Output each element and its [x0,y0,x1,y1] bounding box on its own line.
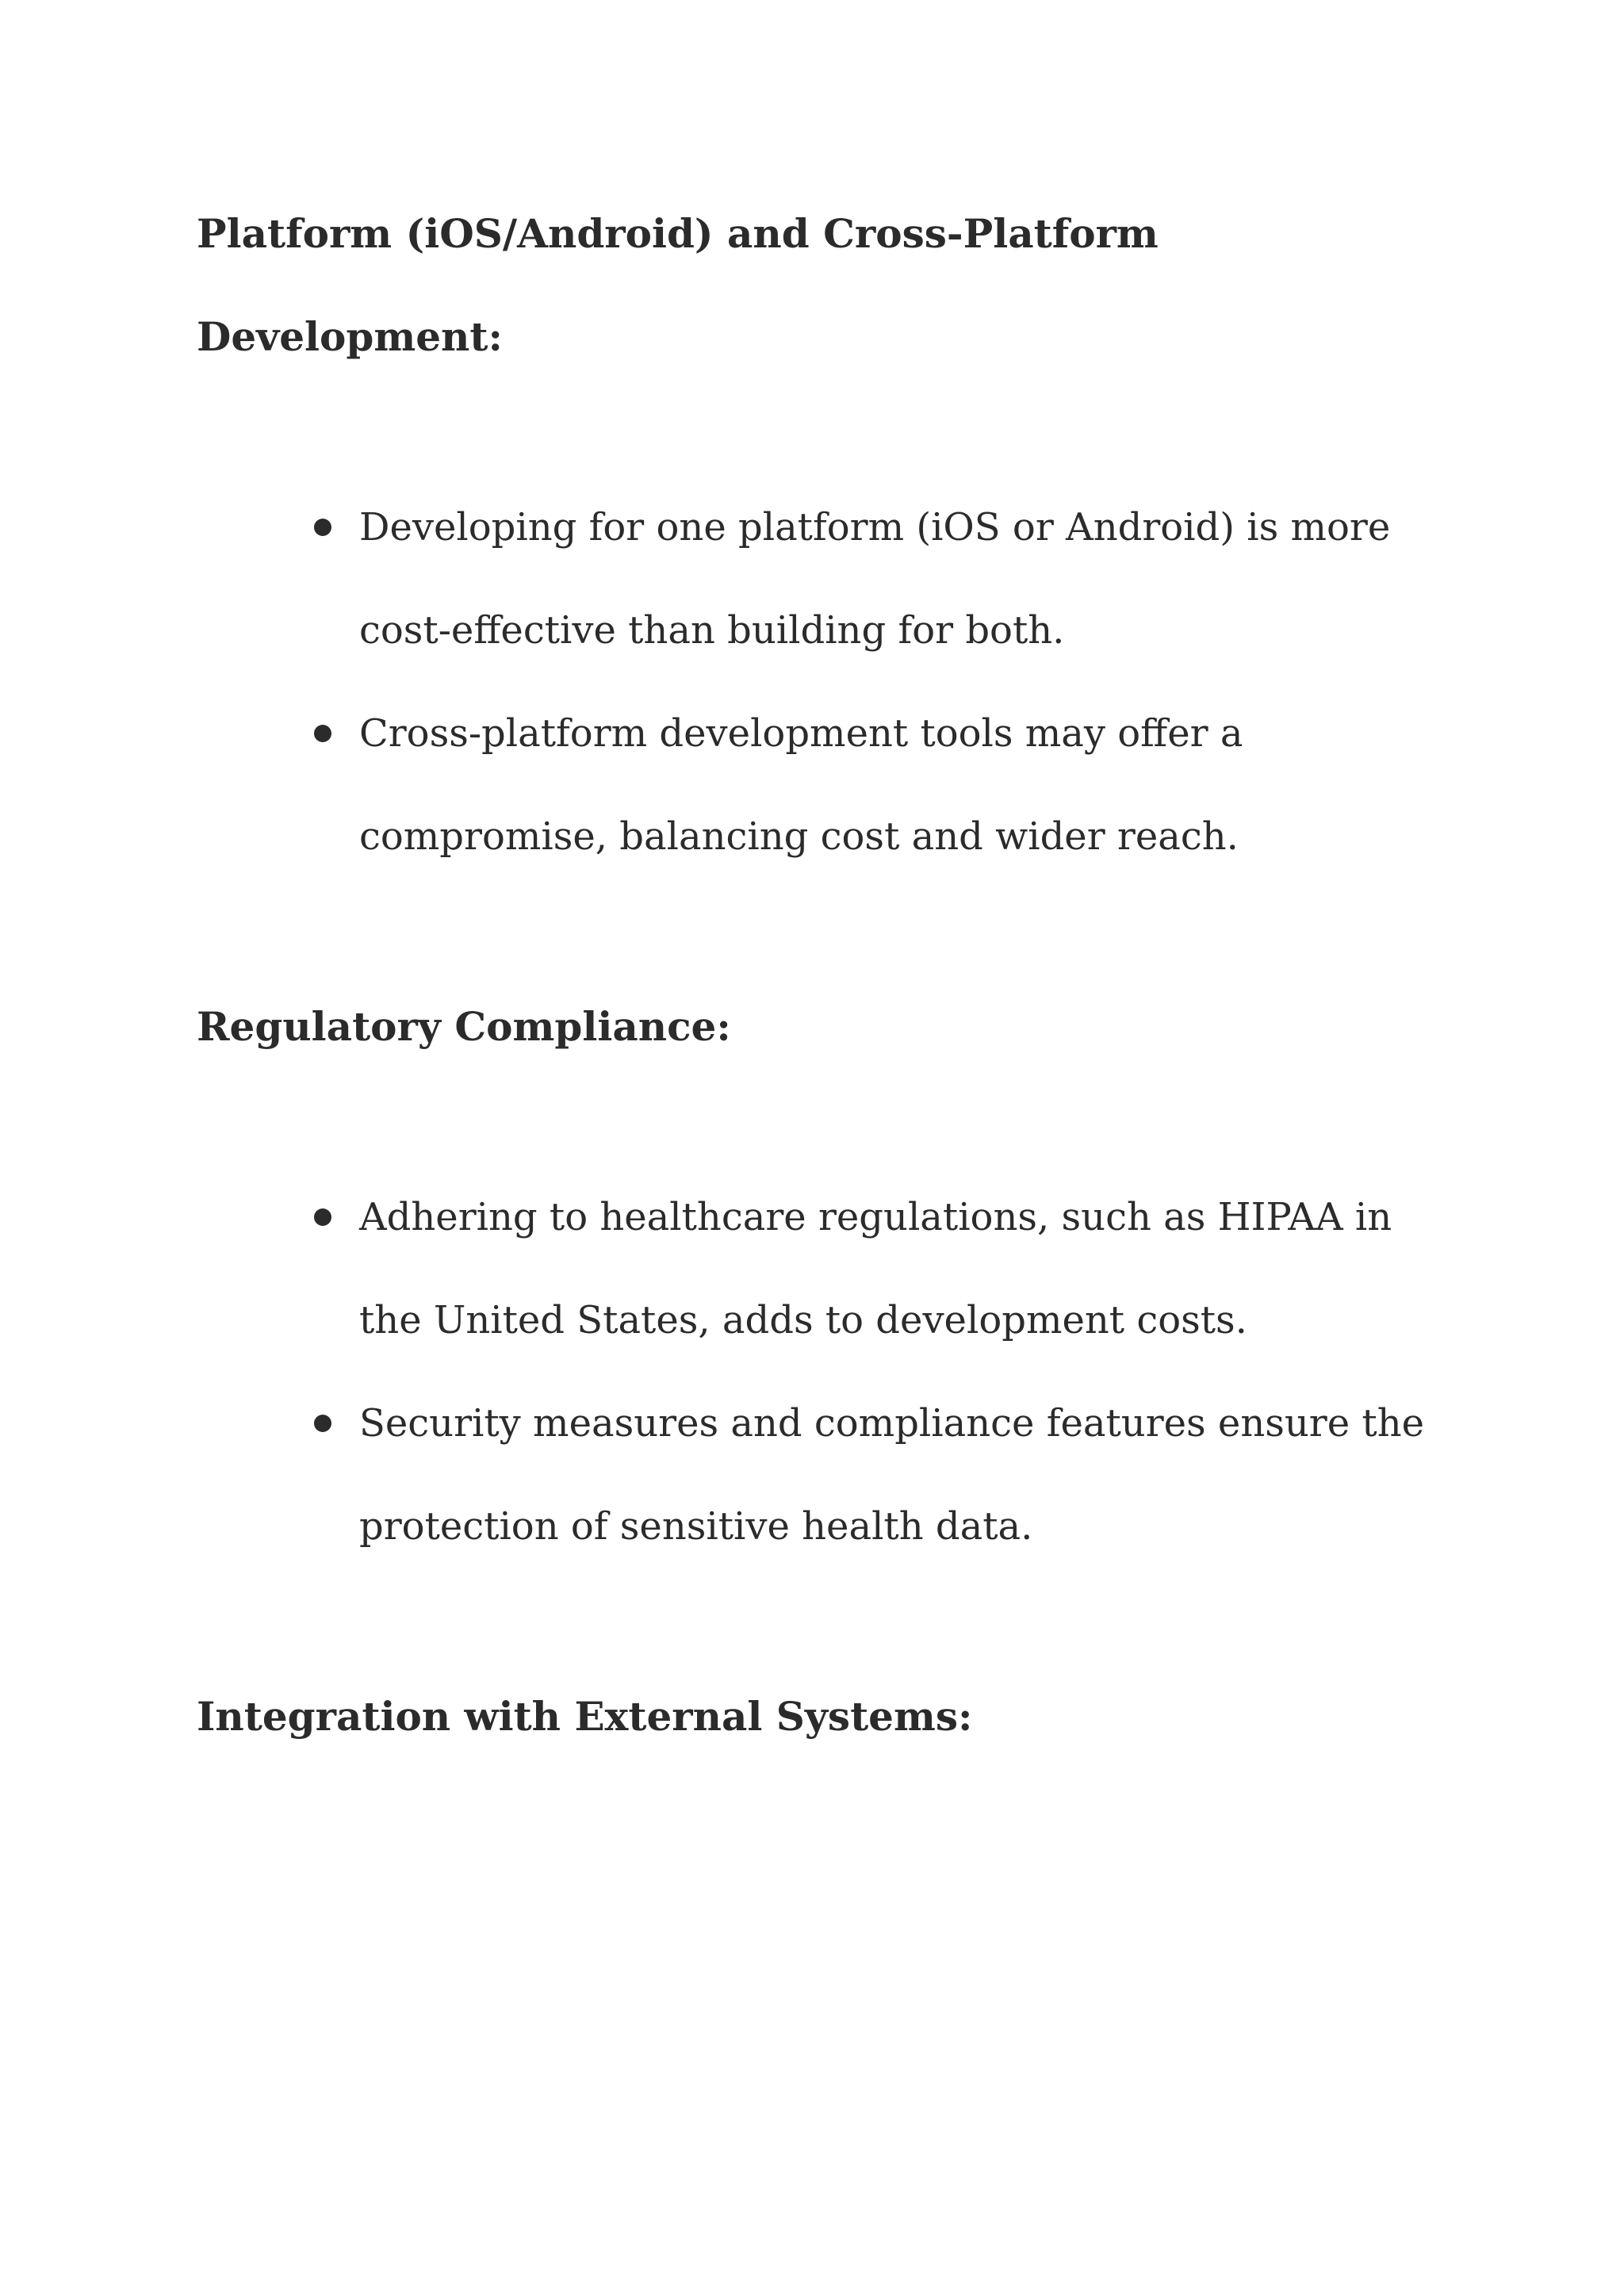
bullet-list [197,1166,1450,1578]
bullet-icon [314,1208,331,1226]
section-heading: Regulatory Compliance: [197,1003,731,1050]
bullet-icon [314,725,331,742]
bullet-icon [314,1415,331,1432]
list-item [197,682,1402,888]
section-heading: Integration with External Systems: [197,1693,973,1740]
section-regulatory [197,975,1450,1578]
section-platform [197,182,1450,888]
list-item [197,1166,1450,1372]
bullet-icon [314,519,331,536]
list-item-text: Adhering to healthcare regulations, such as HIPAA in the United States, adds to development costs. [359,1195,1392,1342]
list-item-text: Developing for one platform (iOS or Android) is more cost-effective than building for both. [359,505,1391,653]
list-item-text: Cross-platform development tools may offer a compromise, balancing cost and wider reach. [359,711,1243,859]
list-item [197,476,1402,682]
section-heading: Platform (iOS/Android) and Cross-Platform Development: [197,210,1159,360]
list-item [197,1372,1450,1578]
bullet-list [197,476,1450,888]
list-item-text: Security measures and compliance features ensure the protection of sensitive health data. [359,1401,1425,1549]
section-integration [197,1665,1450,1768]
document-content [197,182,1450,1855]
